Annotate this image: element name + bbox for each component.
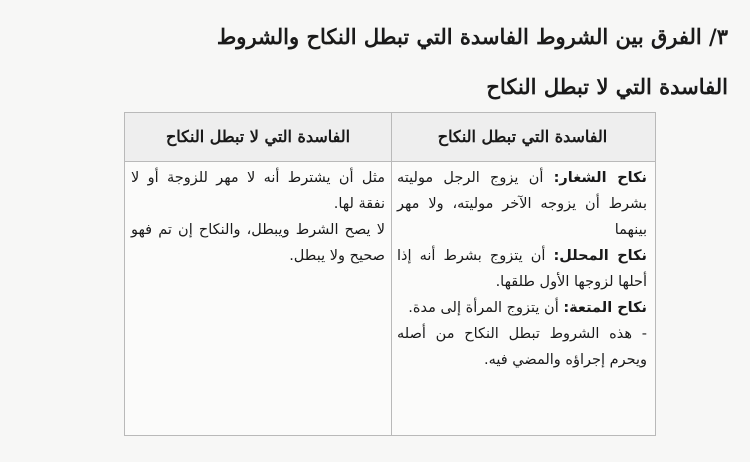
shighar-paragraph — [397, 165, 647, 243]
muhallil-definition: أن يتزوج بشرط أنه إذا أحلها لزوجها الأول طلقها. — [397, 248, 647, 290]
muhallil-term: نكاح المحلل: — [553, 248, 647, 264]
header-void-conditions: الفاسدة التي تبطل النكاح — [437, 127, 608, 146]
comparison-table — [124, 112, 656, 436]
section-heading-line-1: ٣/ الفرق بين الشروط الفاسدة التي تبطل النكاح والشروط — [216, 24, 728, 49]
mutah-paragraph — [397, 295, 647, 321]
non-void-ruling: لا يصح الشرط ويبطل، والنكاح إن تم فهو صحيح ولا يبطل. — [131, 222, 385, 264]
cell-non-void-conditions — [131, 165, 385, 269]
header-non-void-conditions: الفاسدة التي لا تبطل النكاح — [165, 127, 351, 146]
column-divider — [391, 113, 392, 435]
muhallil-paragraph — [397, 243, 647, 295]
cell-void-conditions — [397, 165, 647, 373]
shighar-definition: أن يزوج الرجل موليته بشرط أن يزوجه الآخر موليته، ولا مهر بينهما — [397, 170, 647, 238]
void-note: - هذه الشروط تبطل النكاح من أصله ويحرم إجراؤه والمضي فيه. — [397, 326, 647, 368]
shighar-term: نكاح الشغار: — [553, 170, 647, 186]
mutah-definition: أن يتزوج المرأة إلى مدة. — [408, 300, 564, 316]
mutah-term: نكاح المتعة: — [563, 300, 647, 316]
section-heading-line-2: الفاسدة التي لا تبطل النكاح — [486, 74, 728, 99]
non-void-example: مثل أن يشترط أنه لا مهر للزوجة أو لا نفقة لها. — [131, 170, 385, 212]
